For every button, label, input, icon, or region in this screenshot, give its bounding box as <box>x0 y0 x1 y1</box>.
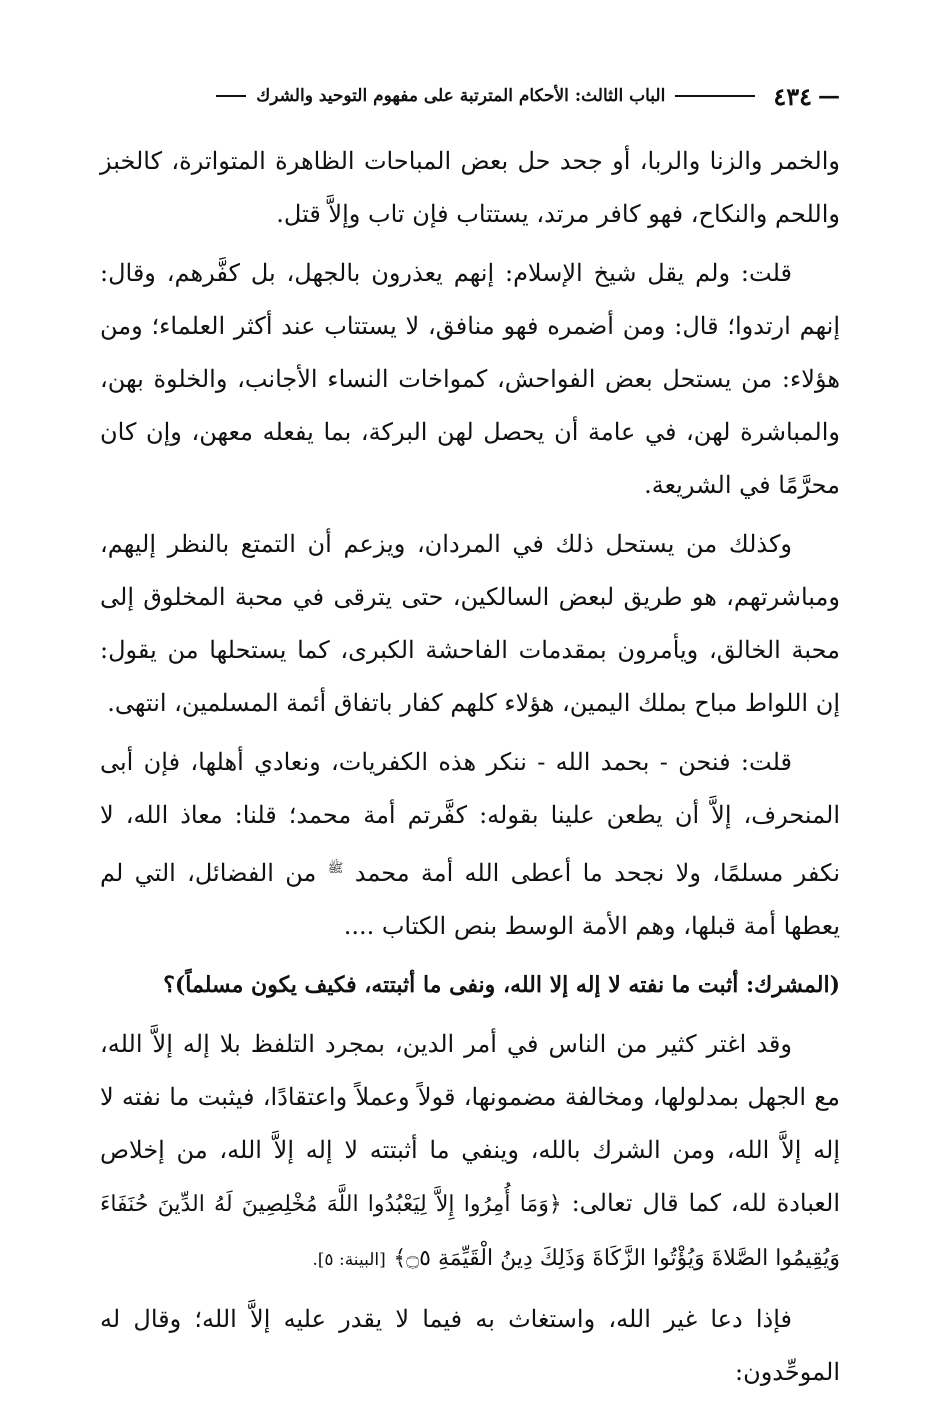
paragraph-continuation: والخمر والزنا والربا، أو جحد حل بعض المباحات الظاهرة المتواترة، كالخبز واللحم والنكاح، فهو كافر مرتد، يستتاب فإن تاب وإلاَّ قتل. <box>100 147 840 228</box>
verse-reference: [البينة: ٥]. <box>312 1250 386 1270</box>
paragraph-shaykh-islam: قلت: ولم يقل شيخ الإسلام: إنهم يعذرون بالجهل، بل كفَّرهم، وقال: إنهم ارتدوا؛ قال: ومن أضمره فهو منافق، لا يستتاب عند أكثر العلماء؛ ومن هؤلاء: من يستحل بعض الفواحش، كمواخات النساء الأجانب، والخلوة بهن، والمباشرة لهن، في عامة أن يحصل لهن البركة، بما يفعله معهن، وإن كان محرَّمًا في الشريعة. <box>100 259 840 499</box>
paragraph-response <box>100 736 840 953</box>
salla-symbol: ﷺ <box>327 861 344 876</box>
section-heading: (المشرك: أثبت ما نفته لا إله إلا الله، ونفى ما أثبتته، فكيف يكون مسلماً)؟ <box>163 972 840 998</box>
header-dash: — <box>818 83 840 109</box>
response-text-a: قلت: فنحن - بحمد الله - ننكر هذه الكفريات، ونعادي أهلها، فإن أبى المنحرف، إلاَّ أن يطعن علينا بقوله: كفَّرتم أمة محمد؛ قلنا: معاذ الله، لا نكفر مسلمًا، ولا نجحد ما أعطى الله أمة محمد <box>100 748 840 887</box>
response-text-b: من الفضائل، التي لم يعطها أمة قبلها، وهم الأمة الوسط بنص الكتاب .... <box>100 859 840 940</box>
paragraph-tawhid <box>100 1018 840 1287</box>
header-rule-right <box>675 95 755 97</box>
page-body <box>100 135 840 1405</box>
running-header <box>100 78 840 114</box>
paragraph-final: فإذا دعا غير الله، واستغاث به فيما لا يقدر عليه إلاَّ الله؛ وقال له الموحِّدون: <box>100 1305 840 1386</box>
tawhid-text: وقد اغتر كثير من الناس في أمر الدين، بمجرد التلفظ بلا إله إلاَّ الله، مع الجهل بمدلولها، ومخالفة مضمونها، قولاً وعملاً واعتقادًا، فيثبت ما نفته لا إله إلاَّ الله، ومن الشرك بالله، وينفي ما أثبتته لا إله إلاَّ الله، من إخلاص العبادة لله، كما قال تعالى: <box>100 1030 840 1217</box>
paragraph-mardan: وكذلك من يستحل ذلك في المردان، ويزعم أن التمتع بالنظر إليهم، ومباشرتهم، هو طريق لبعض السالكين، حتى يترقى في محبة المخلوق إلى محبة الخالق، ويأمرون بمقدمات الفاحشة الكبرى، كما يستحلها من يقول: إن اللواط مباح بملك اليمين، هؤلاء كلهم كفار باتفاق أئمة المسلمين، انتهى. <box>100 530 840 717</box>
page-number: ٤٣٤ <box>773 81 812 111</box>
quran-verse: ﴿وَمَا أُمِرُوا إِلاَّ لِيَعْبُدُوا اللَّهَ مُخْلِصِينَ لَهُ الدِّينَ حُنَفَاءَ وَيُقِيمُوا الصَّلاةَ وَيُؤْتُوا الزَّكَاةَ وَذَلِكَ دِينُ الْقَيِّمَةِ ۝٥﴾ <box>100 1192 840 1271</box>
chapter-title: الباب الثالث: الأحكام المترتبة على مفهوم التوحيد والشرك <box>256 86 666 106</box>
header-rule-left <box>216 95 246 97</box>
